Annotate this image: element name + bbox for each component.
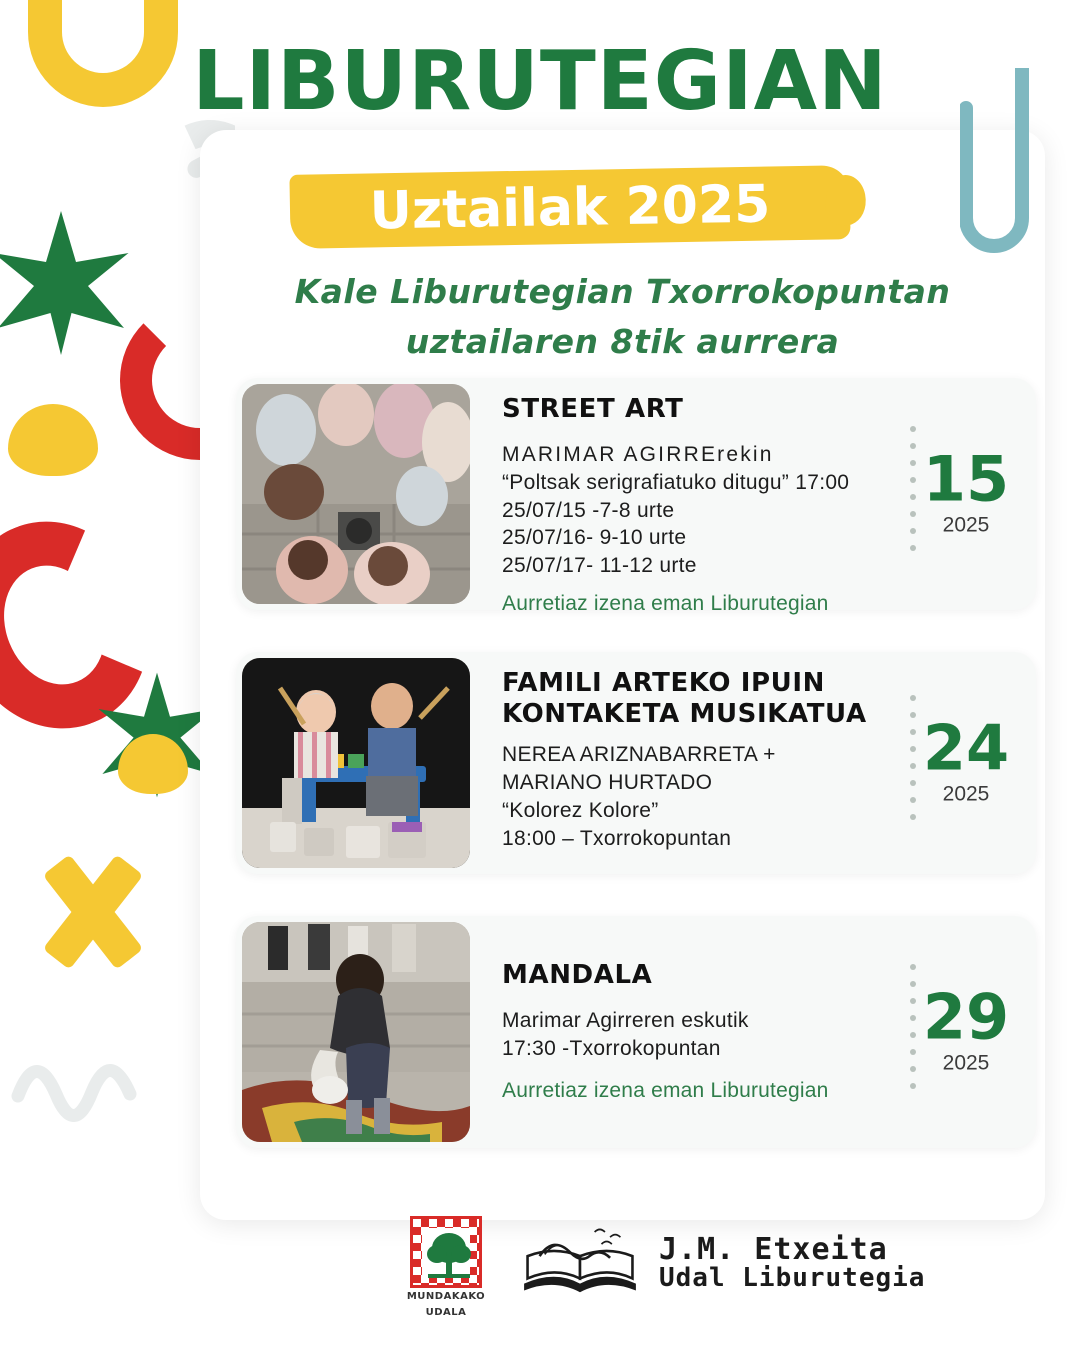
highlight-label: Uztailak 2025 xyxy=(369,174,771,242)
dotted-divider xyxy=(910,426,916,562)
date-highlight xyxy=(290,170,870,252)
event-detail-line: Marimar Agirreren eskutik xyxy=(502,1008,749,1032)
open-book-landscape-icon xyxy=(515,1220,645,1306)
event-detail-line: 18:00 – Txorrokopuntan xyxy=(502,827,732,851)
checkered-frame-icon xyxy=(410,1216,482,1288)
event-day: 24 xyxy=(922,711,1010,785)
event-card-street-art[interactable] xyxy=(236,378,1036,616)
event-detail-line: MARIANO HURTADO xyxy=(502,771,713,795)
event-title: STREET ART xyxy=(502,394,684,424)
dotted-divider xyxy=(910,964,916,1100)
event-card-ipuin-kontaketa[interactable] xyxy=(236,652,1036,874)
event-card-mandala[interactable] xyxy=(236,916,1036,1148)
event-date-block xyxy=(918,442,1014,538)
event-detail-line: “Poltsak serigrafiatuko ditugu” 17:00 xyxy=(502,470,850,494)
event-year: 2025 xyxy=(942,513,990,537)
library-name-line-2: Udal Liburutegia xyxy=(659,1263,926,1294)
event-year: 2025 xyxy=(942,1051,990,1075)
page-title: LIBURUTEGIAN xyxy=(192,34,888,129)
footer-logos xyxy=(200,1216,1045,1336)
mundaka-council-logo xyxy=(405,1216,487,1319)
event-body-street-art xyxy=(502,378,876,616)
event-date-block xyxy=(918,980,1014,1076)
green-star-shape-1 xyxy=(0,208,136,358)
event-body-ipuin-kontaketa xyxy=(502,652,876,874)
event-detail-line: NEREA ARIZNABARRETA + xyxy=(502,743,776,767)
paperclip-icon xyxy=(960,68,1046,288)
event-detail-line: MARIMAR AGIRRErekin xyxy=(502,442,774,466)
event-detail-line: 25/07/16- 9-10 urte xyxy=(502,526,687,550)
event-photo-mandala xyxy=(242,922,470,1142)
logo-inner-panel xyxy=(422,1228,470,1276)
tree-icon xyxy=(422,1228,476,1282)
event-title: FAMILI ARTEKO IPUIN KONTAKETA MUSIKATUA xyxy=(502,668,867,729)
event-photo-ipuin-kontaketa xyxy=(242,658,470,868)
subtitle-line-2: uztailaren 8tik aurrera xyxy=(405,322,840,361)
library-name-line-1: J.M. Etxeita xyxy=(659,1231,888,1267)
event-registration-note: Aurretiaz izena eman Liburutegian xyxy=(502,1078,829,1102)
yellow-x-shape xyxy=(18,840,168,990)
dotted-divider xyxy=(910,695,916,831)
subtitle-line-1: Kale Liburutegian Txorrokopuntan xyxy=(294,272,951,311)
event-detail-line: 25/07/17- 11-12 urte xyxy=(502,554,697,578)
event-body-mandala xyxy=(502,916,876,1148)
mundaka-logo-caption-1: MUNDAKAKO xyxy=(406,1291,486,1302)
event-date-block xyxy=(918,711,1014,807)
yellow-blob-shape xyxy=(8,404,98,476)
grey-squiggle-shape xyxy=(10,1036,160,1131)
library-name xyxy=(659,1231,926,1294)
event-photo-street-art xyxy=(242,384,470,604)
event-detail-line: 25/07/15 -7-8 urte xyxy=(502,498,675,522)
event-title: MANDALA xyxy=(502,960,653,990)
event-registration-note: Aurretiaz izena eman Liburutegian xyxy=(502,592,829,616)
event-day: 15 xyxy=(922,442,1010,516)
event-day: 29 xyxy=(922,980,1010,1054)
mundaka-logo-caption-2: UDALA xyxy=(425,1306,467,1318)
event-detail-line: 17:30 -Txorrokopuntan xyxy=(502,1036,721,1060)
event-detail-line: “Kolorez Kolore” xyxy=(502,799,659,823)
event-year: 2025 xyxy=(942,782,990,806)
library-logo xyxy=(515,1220,935,1306)
